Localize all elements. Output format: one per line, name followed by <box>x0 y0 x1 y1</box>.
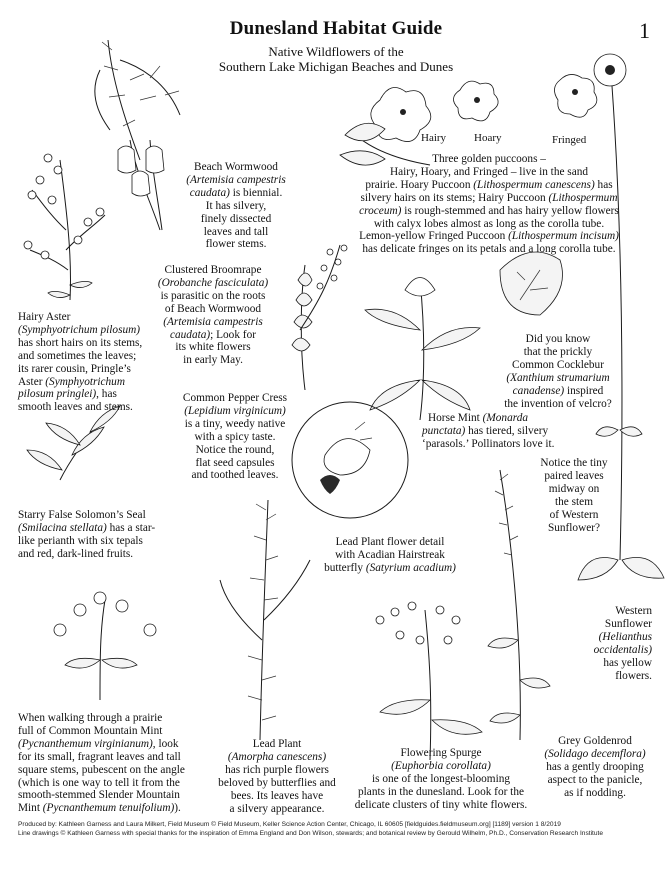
caption-line: flowers. <box>615 669 652 682</box>
caption-line: (Smilacina stellata) has a star- <box>18 521 156 534</box>
caption-line: punctata) has tiered, silvery <box>422 424 549 437</box>
caption-line: has delicate fringes on its petals and a long corolla tube. <box>362 243 616 256</box>
caption-line: (Artemisia campestris <box>163 315 263 328</box>
caption-line: paired leaves <box>544 469 604 482</box>
caption-line: Lead Plant flower detail <box>335 536 445 548</box>
caption-line: caudata); Look for <box>170 328 256 341</box>
caption-line: aspect to the panicle, <box>547 773 643 786</box>
caption-line: delicate clusters of tiny white flowers. <box>354 798 528 811</box>
caption-grey-goldenrod <box>530 735 660 800</box>
caption-beach-wormwood <box>176 161 296 251</box>
caption-line: (which is one way to tell it from the <box>18 776 180 789</box>
caption-line: has a gently drooping <box>546 760 644 773</box>
caption-line: Aster (Symphyotrichum <box>18 375 125 388</box>
caption-line: Flowering Spurge <box>400 747 482 759</box>
caption-line: its rarer cousin, Pringle’s <box>18 362 131 375</box>
caption-line: Did you know <box>525 333 591 345</box>
lead-plant-detail-drawing <box>292 402 408 518</box>
hairy-aster-drawing <box>24 154 105 300</box>
cocklebur-drawing <box>500 252 563 315</box>
caption-line: (Orobanche fasciculata) <box>157 276 269 289</box>
caption-line: finely dissected <box>200 212 272 225</box>
caption-hairy-aster <box>18 311 158 414</box>
caption-line: is parasitic on the roots <box>160 289 266 302</box>
caption-puccoons <box>324 153 654 256</box>
caption-line: When walking through a prairie <box>18 712 163 724</box>
caption-line: leaves and tall <box>203 225 269 238</box>
caption-line: as if nodding. <box>564 786 626 799</box>
caption-line: (Helianthus <box>598 630 652 643</box>
label-hoary: Hoary <box>474 132 502 144</box>
caption-line: Beach Wormwood <box>194 161 278 173</box>
caption-western-sunflower <box>572 605 652 682</box>
caption-line: with Acadian Hairstreak <box>335 548 445 561</box>
caption-line: (Symphyotrichum pilosum) <box>18 323 141 336</box>
flowering-spurge-drawing <box>376 602 482 760</box>
caption-line: and toothed leaves. <box>191 469 279 482</box>
caption-line: bees. Its leaves have <box>230 789 324 802</box>
caption-line: silvery hairs on its stems; Hairy Puccoon (Lithospermum <box>360 191 618 204</box>
caption-line: Lead Plant <box>252 738 302 750</box>
caption-line: has rich purple flowers <box>225 763 329 776</box>
caption-line: with a spicy taste. <box>194 430 276 443</box>
caption-lead-plant-detail <box>320 536 460 575</box>
caption-broomrape <box>148 264 278 367</box>
caption-line: caudata) is biennial. <box>189 186 283 199</box>
caption-line: square stems, pubescent on the angle <box>18 763 185 776</box>
page-number: 1 <box>639 18 650 43</box>
mountain-mint-drawing <box>54 592 156 700</box>
caption-mountain-mint <box>18 712 238 815</box>
caption-line: (Xanthium strumarium <box>506 371 610 384</box>
caption-line: Mint (Pycnanthemum tenuifolium)). <box>18 802 181 815</box>
caption-line: beloved by butterflies and <box>218 776 336 789</box>
label-fringed: Fringed <box>552 134 587 146</box>
label-hairy: Hairy <box>421 132 447 144</box>
caption-flowering-spurge <box>346 747 536 812</box>
caption-line: the stem <box>555 495 593 508</box>
caption-line: with calyx lobes almost as long as the corolla tube. <box>373 217 605 230</box>
caption-line: Hairy Aster <box>18 311 71 323</box>
caption-line: flat seed capsules <box>195 456 275 469</box>
caption-line: Common Pepper Cress <box>182 392 288 404</box>
caption-line: flower stems. <box>205 238 267 251</box>
caption-line: It has silvery, <box>205 199 267 212</box>
caption-line: plants in the dunesland. Look for the <box>358 785 524 798</box>
caption-line: Sunflower? <box>547 521 601 534</box>
caption-line: Western <box>615 605 652 617</box>
caption-line: butterfly (Satyrium acadium) <box>324 561 456 574</box>
caption-line: smooth leaves and stems. <box>18 401 133 414</box>
caption-lead-plant <box>212 738 342 815</box>
caption-line: its white flowers <box>175 341 251 354</box>
caption-line: (Lepidium virginicum) <box>184 404 286 417</box>
caption-line: Grey Goldenrod <box>558 735 632 747</box>
caption-line: (Artemisia campestris <box>186 173 286 186</box>
caption-line: Common Cocklebur <box>512 358 604 371</box>
subtitle-line: Native Wildflowers of the <box>268 44 404 59</box>
caption-line: and sometimes the leaves; <box>18 349 137 362</box>
caption-line: midway on <box>548 482 600 495</box>
caption-line: has short hairs on its stems, <box>18 336 143 349</box>
caption-line: has yellow <box>603 656 652 669</box>
caption-line: of Western <box>549 508 599 521</box>
caption-line: croceum) is rough-stemmed and has hairy yellow flowers <box>359 204 619 217</box>
caption-line: occidentalis) <box>593 643 652 656</box>
subtitle-line: Southern Lake Michigan Beaches and Dunes <box>218 59 454 74</box>
caption-line: the invention of velcro? <box>504 397 612 410</box>
caption-line: Notice the round, <box>195 443 275 456</box>
caption-line: that the prickly <box>523 345 593 358</box>
solomons-seal-drawing <box>27 406 120 480</box>
caption-sunflower-note <box>524 457 624 534</box>
footer-credits <box>18 820 658 838</box>
caption-line: Horse Mint (Monarda <box>428 412 529 424</box>
caption-line: (Pycnanthemum virginianum), look <box>18 737 179 750</box>
caption-line: Starry False Solomon’s Seal <box>18 509 146 521</box>
caption-line: pilosum pringlei), has <box>18 388 117 401</box>
caption-line: is a tiny, weedy native <box>184 417 286 430</box>
caption-line: Notice the tiny <box>540 457 608 469</box>
caption-line: a silvery appearance. <box>229 802 325 815</box>
horse-mint-drawing <box>365 278 480 421</box>
caption-line: Lemon-yellow Fringed Puccoon (Lithospermum incisum) <box>359 230 619 243</box>
page-title: Dunesland Habitat Guide <box>229 18 443 39</box>
puccoon-flowers-drawing <box>340 74 597 165</box>
footer-line: Produced by: Kathleen Garness and Laura Milkert, Field Museum © Field Museum, Keller Science Action Center, Chicago, IL 60605 [fieldguides.fieldmuseum.org] [1189] version 1 8/2019 <box>18 821 561 828</box>
caption-line: for its small, fragrant leaves and tall <box>18 750 181 763</box>
caption-line: (Amorpha canescens) <box>227 750 327 763</box>
caption-line: smooth-stemmed Slender Mountain <box>18 789 180 802</box>
page-subtitle <box>0 44 672 74</box>
caption-line: Three golden puccoons – <box>432 153 546 165</box>
footer-line: Line drawings © Kathleen Garness with special thanks for the inspiration of Emma England and Don Wilson, stewards; and botanical review by Gerould Wilhelm, Ph.D., Conservation Research Institute <box>18 830 604 837</box>
caption-line: prairie. Hoary Puccoon (Lithospermum canescens) has <box>365 178 613 191</box>
caption-line: Sunflower <box>604 617 652 630</box>
caption-line: Hairy, Hoary, and Fringed – live in the sand <box>389 165 589 178</box>
caption-line: Clustered Broomrape <box>164 264 262 276</box>
caption-horse-mint <box>422 412 572 451</box>
caption-line: (Solidago decemflora) <box>544 747 646 760</box>
caption-line: ‘parasols.’ Pollinators love it. <box>422 437 555 450</box>
caption-line: canadense) inspired <box>512 384 604 397</box>
lead-plant-drawing <box>220 500 310 740</box>
caption-line: and red, dark-lined fruits. <box>18 547 134 560</box>
caption-line: in early May. <box>183 354 243 367</box>
caption-line: of Beach Wormwood <box>164 302 262 315</box>
caption-line: full of Common Mountain Mint <box>18 724 163 737</box>
caption-line: like perianth with six tepals <box>18 534 143 547</box>
caption-solomons-seal <box>18 509 178 561</box>
caption-line: is one of the longest-blooming <box>371 772 511 785</box>
caption-cocklebur <box>498 333 618 410</box>
caption-pepper-cress <box>170 392 300 482</box>
caption-line: (Euphorbia corollata) <box>391 759 491 772</box>
